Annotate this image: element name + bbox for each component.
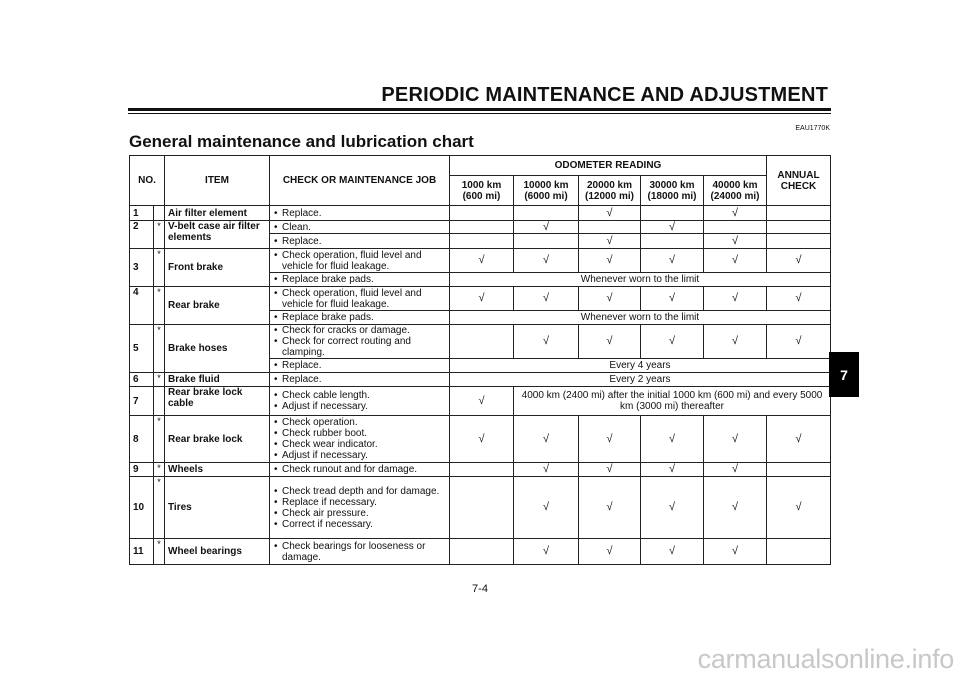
table-row bbox=[130, 221, 831, 234]
table-row bbox=[130, 249, 831, 273]
odometer-check-cell: √ bbox=[579, 477, 641, 539]
job-bullet-line: • Replace brake pads. bbox=[273, 274, 446, 285]
odometer-check-cell: √ bbox=[579, 539, 641, 565]
item-number: 11 bbox=[130, 539, 154, 565]
job-bullet-line: • Check operation, fluid level and vehicle for fluid leakage. bbox=[273, 250, 446, 272]
odometer-check-cell: √ bbox=[514, 325, 579, 359]
odometer-mi: (12000 mi) bbox=[585, 190, 634, 202]
odometer-check-cell: √ bbox=[579, 463, 641, 477]
item-number: 7 bbox=[130, 387, 154, 416]
odometer-check-cell: √ bbox=[641, 287, 704, 311]
odometer-km: 40000 km bbox=[712, 179, 758, 191]
item-number: 1 bbox=[130, 206, 154, 221]
header-item: ITEM bbox=[165, 156, 270, 206]
header-rule-thick bbox=[128, 108, 831, 111]
odometer-check-cell bbox=[450, 234, 514, 249]
annual-check-cell: √ bbox=[767, 249, 831, 273]
star-marker bbox=[154, 387, 165, 416]
page-number: 7-4 bbox=[472, 583, 488, 595]
maintenance-job bbox=[270, 206, 450, 221]
job-bullet-line: • Replace. bbox=[273, 236, 446, 247]
item-name: Rear brake lock cable bbox=[165, 387, 270, 416]
header-job: CHECK OR MAINTENANCE JOB bbox=[270, 156, 450, 206]
odometer-check-cell: √ bbox=[704, 539, 767, 565]
item-name: Wheel bearings bbox=[165, 539, 270, 565]
job-bullet-line: • Adjust if necessary. bbox=[273, 450, 446, 461]
maintenance-chart-table bbox=[129, 155, 831, 565]
odometer-km: 20000 km bbox=[586, 179, 633, 191]
odometer-column-header bbox=[579, 176, 641, 206]
annual-check-cell bbox=[767, 221, 831, 234]
job-bullet-line: • Check tread depth and for damage. bbox=[273, 486, 446, 497]
table-row bbox=[130, 539, 831, 565]
maintenance-job bbox=[270, 249, 450, 273]
odometer-check-cell: √ bbox=[704, 477, 767, 539]
odometer-check-cell: √ bbox=[514, 539, 579, 565]
item-number: 3 bbox=[130, 249, 154, 287]
odometer-check-cell bbox=[450, 206, 514, 221]
table-row bbox=[130, 287, 831, 311]
maintenance-job bbox=[270, 221, 450, 234]
odometer-check-cell: √ bbox=[450, 249, 514, 273]
odometer-column-header bbox=[641, 176, 704, 206]
header-rule-thin bbox=[128, 113, 831, 114]
interval-note: Every 2 years bbox=[450, 373, 831, 387]
chapter-tab: 7 bbox=[829, 352, 859, 397]
odometer-check-cell: √ bbox=[514, 221, 579, 234]
odometer-check-cell bbox=[450, 463, 514, 477]
odometer-check-cell: √ bbox=[641, 477, 704, 539]
job-bullet-line: • Check for cracks or damage. bbox=[273, 325, 446, 336]
job-bullet-line: • Correct if necessary. bbox=[273, 519, 446, 530]
item-name: Rear brake bbox=[165, 287, 270, 325]
table-row bbox=[130, 325, 831, 359]
document-code: EAU1770K bbox=[795, 125, 830, 132]
odometer-check-cell: √ bbox=[579, 416, 641, 463]
odometer-check-cell: √ bbox=[641, 539, 704, 565]
star-marker: * bbox=[154, 249, 165, 287]
table-row bbox=[130, 416, 831, 463]
job-bullet-line: • Check operation, fluid level and vehicle for fluid leakage. bbox=[273, 288, 446, 310]
odometer-check-cell: √ bbox=[514, 416, 579, 463]
odometer-check-cell bbox=[450, 539, 514, 565]
job-bullet-line: • Check air pressure. bbox=[273, 508, 446, 519]
odometer-check-cell bbox=[514, 206, 579, 221]
table-row bbox=[130, 463, 831, 477]
maintenance-job bbox=[270, 463, 450, 477]
star-marker bbox=[154, 206, 165, 221]
odometer-check-cell: √ bbox=[704, 287, 767, 311]
odometer-mi: (600 mi) bbox=[462, 190, 501, 202]
job-bullet-line: • Check bearings for looseness or damage. bbox=[273, 541, 446, 563]
odometer-check-cell: √ bbox=[514, 287, 579, 311]
odometer-check-cell: √ bbox=[579, 325, 641, 359]
odometer-check-cell bbox=[450, 221, 514, 234]
odometer-mi: (6000 mi) bbox=[524, 190, 568, 202]
odometer-column-header bbox=[514, 176, 579, 206]
job-bullet-line: • Replace. bbox=[273, 360, 446, 371]
odometer-check-cell: √ bbox=[579, 249, 641, 273]
annual-check-cell: √ bbox=[767, 477, 831, 539]
odometer-check-cell: √ bbox=[641, 416, 704, 463]
maintenance-job bbox=[270, 477, 450, 539]
odometer-check-cell bbox=[641, 234, 704, 249]
odometer-check-cell: √ bbox=[579, 287, 641, 311]
odometer-check-cell: √ bbox=[579, 234, 641, 249]
star-marker: * bbox=[154, 477, 165, 539]
item-number: 4 bbox=[130, 287, 154, 325]
maintenance-job bbox=[270, 416, 450, 463]
odometer-mi: (18000 mi) bbox=[647, 190, 697, 202]
star-marker: * bbox=[154, 221, 165, 249]
odometer-column-header bbox=[450, 176, 514, 206]
odometer-km: 1000 km bbox=[461, 179, 502, 191]
odometer-check-cell: √ bbox=[450, 416, 514, 463]
annual-check-cell bbox=[767, 206, 831, 221]
odometer-check-cell: √ bbox=[514, 463, 579, 477]
star-marker: * bbox=[154, 325, 165, 373]
interval-note: Whenever worn to the limit bbox=[450, 311, 831, 325]
odometer-check-cell: √ bbox=[704, 463, 767, 477]
job-bullet-line: • Check cable length. bbox=[273, 390, 446, 401]
star-marker: * bbox=[154, 287, 165, 325]
annual-check-cell bbox=[767, 539, 831, 565]
interval-note: 4000 km (2400 mi) after the initial 1000 km (600 mi) and every 5000 km (3000 mi) thereafter bbox=[514, 387, 831, 416]
odometer-mi: (24000 mi) bbox=[710, 190, 760, 202]
odometer-check-cell: √ bbox=[450, 287, 514, 311]
maintenance-job bbox=[270, 387, 450, 416]
odometer-check-cell: √ bbox=[704, 206, 767, 221]
odometer-km: 10000 km bbox=[523, 179, 569, 191]
item-name: Rear brake lock bbox=[165, 416, 270, 463]
item-name: Front brake bbox=[165, 249, 270, 287]
annual-check-cell bbox=[767, 463, 831, 477]
page-header-title: PERIODIC MAINTENANCE AND ADJUSTMENT bbox=[381, 84, 828, 106]
job-bullet-line: • Clean. bbox=[273, 222, 446, 233]
odometer-check-cell bbox=[514, 234, 579, 249]
odometer-check-cell: √ bbox=[450, 387, 514, 416]
interval-note: Every 4 years bbox=[450, 359, 831, 373]
maintenance-job bbox=[270, 373, 450, 387]
job-bullet-line: • Check rubber boot. bbox=[273, 428, 446, 439]
table-row bbox=[130, 373, 831, 387]
maintenance-job bbox=[270, 325, 450, 359]
odometer-check-cell: √ bbox=[704, 249, 767, 273]
odometer-check-cell: √ bbox=[579, 206, 641, 221]
item-name: Brake hoses bbox=[165, 325, 270, 373]
item-name: Air filter element bbox=[165, 206, 270, 221]
watermark: carmanualsonline.info bbox=[697, 644, 954, 674]
section-title: General maintenance and lubrication chart bbox=[129, 132, 474, 151]
odometer-check-cell: √ bbox=[641, 463, 704, 477]
item-number: 10 bbox=[130, 477, 154, 539]
odometer-check-cell bbox=[704, 221, 767, 234]
maintenance-job bbox=[270, 287, 450, 311]
job-bullet-line: • Adjust if necessary. bbox=[273, 401, 446, 412]
odometer-check-cell: √ bbox=[704, 416, 767, 463]
odometer-check-cell: √ bbox=[641, 325, 704, 359]
item-name: Tires bbox=[165, 477, 270, 539]
item-number: 5 bbox=[130, 325, 154, 373]
table-row bbox=[130, 206, 831, 221]
item-number: 9 bbox=[130, 463, 154, 477]
header-odometer: ODOMETER READING bbox=[450, 156, 767, 176]
star-marker: * bbox=[154, 416, 165, 463]
annual-check-cell: √ bbox=[767, 287, 831, 311]
item-number: 6 bbox=[130, 373, 154, 387]
star-marker: * bbox=[154, 539, 165, 565]
maintenance-job bbox=[270, 539, 450, 565]
interval-note: Whenever worn to the limit bbox=[450, 273, 831, 287]
job-bullet-line: • Replace brake pads. bbox=[273, 312, 446, 323]
job-bullet-line: • Check operation. bbox=[273, 417, 446, 428]
item-name: Brake fluid bbox=[165, 373, 270, 387]
odometer-km: 30000 km bbox=[649, 179, 695, 191]
item-name: V-belt case air filter elements bbox=[165, 221, 270, 249]
odometer-check-cell bbox=[450, 325, 514, 359]
annual-check-cell: √ bbox=[767, 325, 831, 359]
item-number: 2 bbox=[130, 221, 154, 249]
odometer-check-cell: √ bbox=[641, 249, 704, 273]
maintenance-job bbox=[270, 273, 450, 287]
header-no: NO. bbox=[130, 156, 165, 206]
job-bullet-line: • Replace. bbox=[273, 374, 446, 385]
odometer-check-cell bbox=[641, 206, 704, 221]
star-marker: * bbox=[154, 463, 165, 477]
item-name: Wheels bbox=[165, 463, 270, 477]
header-annual: ANNUAL CHECK bbox=[767, 156, 831, 206]
odometer-check-cell bbox=[579, 221, 641, 234]
job-bullet-line: • Check runout and for damage. bbox=[273, 464, 446, 475]
odometer-check-cell: √ bbox=[514, 477, 579, 539]
maintenance-job bbox=[270, 234, 450, 249]
odometer-check-cell: √ bbox=[514, 249, 579, 273]
job-bullet-line: • Replace. bbox=[273, 208, 446, 219]
star-marker: * bbox=[154, 373, 165, 387]
maintenance-job bbox=[270, 359, 450, 373]
maintenance-job bbox=[270, 311, 450, 325]
table-row bbox=[130, 477, 831, 539]
job-bullet-line: • Check wear indicator. bbox=[273, 439, 446, 450]
item-number: 8 bbox=[130, 416, 154, 463]
annual-check-cell: √ bbox=[767, 416, 831, 463]
odometer-check-cell: √ bbox=[704, 234, 767, 249]
annual-check-cell bbox=[767, 234, 831, 249]
odometer-column-header bbox=[704, 176, 767, 206]
odometer-check-cell: √ bbox=[641, 221, 704, 234]
table-row bbox=[130, 387, 831, 416]
odometer-check-cell: √ bbox=[704, 325, 767, 359]
job-bullet-line: • Replace if necessary. bbox=[273, 497, 446, 508]
odometer-check-cell bbox=[450, 477, 514, 539]
job-bullet-line: • Check for correct routing and clamping. bbox=[273, 336, 446, 358]
